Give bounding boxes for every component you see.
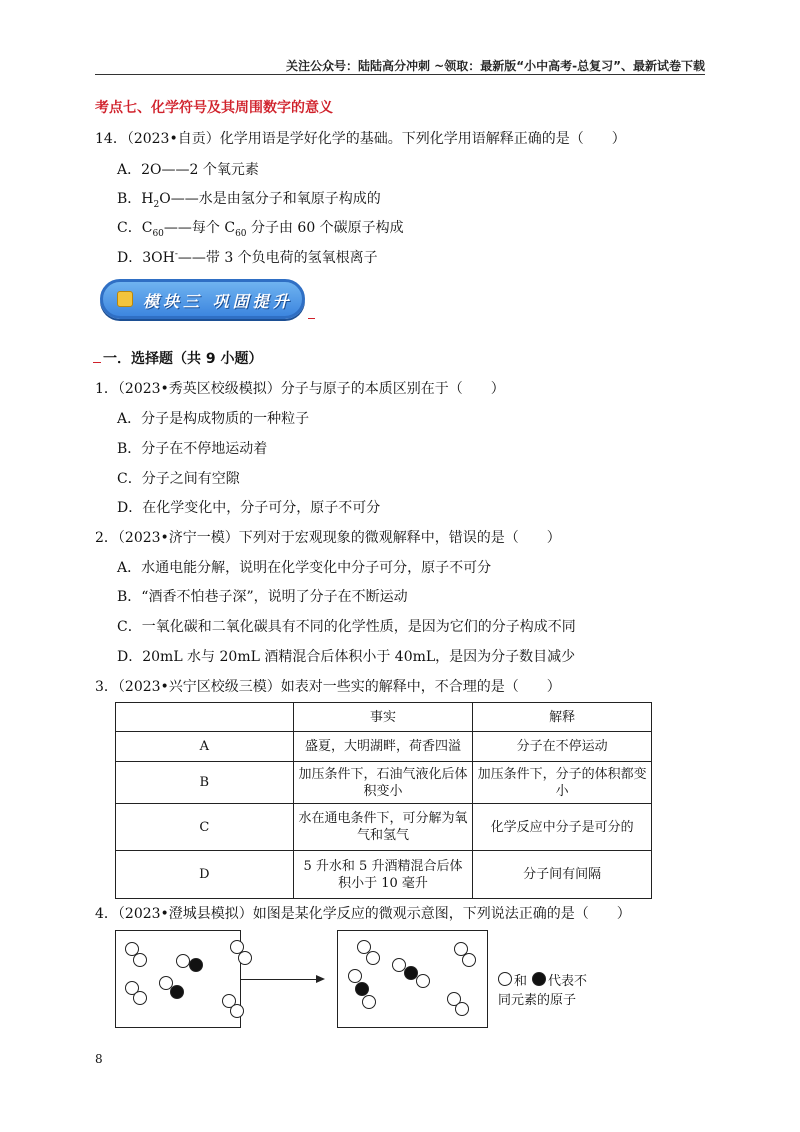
legend-text-end: 代表不	[548, 974, 588, 989]
legend-text-mid: 和	[514, 974, 528, 989]
q14-option-d: D．3OH-——带 3 个负电荷的氢氧根离子	[117, 249, 378, 266]
q1-option-d: D．在化学变化中，分子可分，原子不可分	[117, 500, 381, 516]
header-text: 关注公众号：陆陆高分冲刺 ~领取：最新版“小中高考-总复习”、最新试卷下载	[286, 59, 705, 73]
white-atom	[176, 954, 190, 968]
banner-text: 模块三 巩固提升	[143, 292, 293, 311]
table-cell: 加压条件下，分子的体积都变小	[473, 762, 652, 804]
black-atom	[355, 982, 369, 996]
white-atom	[133, 953, 147, 967]
table-header-cell	[116, 703, 294, 732]
table-cell: A	[116, 732, 294, 762]
table-cell: C	[116, 804, 294, 851]
part-heading: 一．选择题（共 9 小题）	[93, 348, 263, 368]
table-row	[116, 732, 652, 762]
q14-option-b: B．$H_2O——$水是由氢分子和氧原子构成的	[117, 191, 381, 210]
white-atom	[238, 951, 252, 965]
table-row	[116, 762, 652, 804]
q1-option-b: B．分子在不停地运动着	[117, 441, 268, 457]
white-atom	[230, 1004, 244, 1018]
q2-option-d: D．20mL 水与 20mL 酒精混合后体积小于 40mL，是因为分子数目减少	[117, 649, 576, 665]
q14-option-c: C．$C_{60}——$每个 $C_{60}$ 分子由 60 个碳原子构成	[117, 220, 404, 239]
legend-black-atom	[532, 972, 546, 986]
q2-option-a: A．水通电能分解，说明在化学变化中分子可分，原子不可分	[117, 560, 492, 576]
section-title-7: 考点七、化学符号及其周围数字的意义	[95, 100, 333, 116]
white-atom	[362, 995, 376, 1009]
table-cell: 分子间有间隔	[473, 851, 652, 899]
table-header-cell: 解释	[473, 703, 652, 732]
table-cell: B	[116, 762, 294, 804]
q3-stem: 3．（2023•兴宁区校级三模）如表对一些实的解释中，不合理的是（ ）	[95, 679, 561, 695]
q3-table	[115, 702, 652, 899]
decorative-dash	[308, 318, 315, 319]
q2-option-b: B．“酒香不怕巷子深”，说明了分子在不断运动	[117, 589, 408, 605]
table-cell: 分子在不停运动	[473, 732, 652, 762]
table-header-row	[116, 703, 652, 732]
legend-text-line2: 同元素的原子	[498, 993, 577, 1008]
q1-option-c: C．分子之间有空隙	[117, 471, 240, 487]
black-atom	[170, 985, 184, 999]
page-header	[95, 55, 705, 75]
table-cell: 盛夏，大明湖畔，荷香四溢	[293, 732, 473, 762]
page-number: 8	[95, 1052, 103, 1066]
q1-stem: 1．（2023•秀英区校级模拟）分子与原子的本质区别在于（ ）	[95, 381, 505, 397]
q1-option-a: A．分子是构成物质的一种粒子	[117, 411, 310, 427]
module-banner	[100, 279, 305, 319]
black-atom	[189, 958, 203, 972]
table-cell: D	[116, 851, 294, 899]
book-icon	[117, 291, 133, 307]
q14-stem: 14．（2023•自贡）化学用语是学好化学的基础。下列化学用语解释正确的是（ ）	[95, 131, 626, 147]
table-cell: 加压条件下，石油气液化后体积变小	[293, 762, 473, 804]
q2-stem: 2．（2023•济宁一模）下列对于宏观现象的微观解释中，错误的是（ ）	[95, 530, 561, 546]
white-atom	[416, 974, 430, 988]
white-atom	[133, 991, 147, 1005]
q2-option-c: C．一氧化碳和二氧化碳具有不同的化学性质，是因为它们的分子构成不同	[117, 619, 576, 635]
white-atom	[462, 953, 476, 967]
table-cell: 5 升水和 5 升酒精混合后体积小于 10 毫升	[293, 851, 473, 899]
reaction-arrow	[240, 979, 318, 980]
table-row	[116, 804, 652, 851]
table-cell: 水在通电条件下，可分解为氧气和氢气	[293, 804, 473, 851]
legend-white-atom	[498, 972, 512, 986]
table-cell: 化学反应中分子是可分的	[473, 804, 652, 851]
arrow-head-icon	[316, 975, 325, 983]
q4-stem: 4．（2023•澄城县模拟）如图是某化学反应的微观示意图，下列说法正确的是（ ）	[95, 906, 631, 922]
white-atom	[366, 951, 380, 965]
q14-option-a: A．2O——2 个氧元素	[117, 162, 259, 178]
white-atom	[348, 969, 362, 983]
table-row	[116, 851, 652, 899]
table-header-cell: 事实	[293, 703, 473, 732]
white-atom	[455, 1002, 469, 1016]
